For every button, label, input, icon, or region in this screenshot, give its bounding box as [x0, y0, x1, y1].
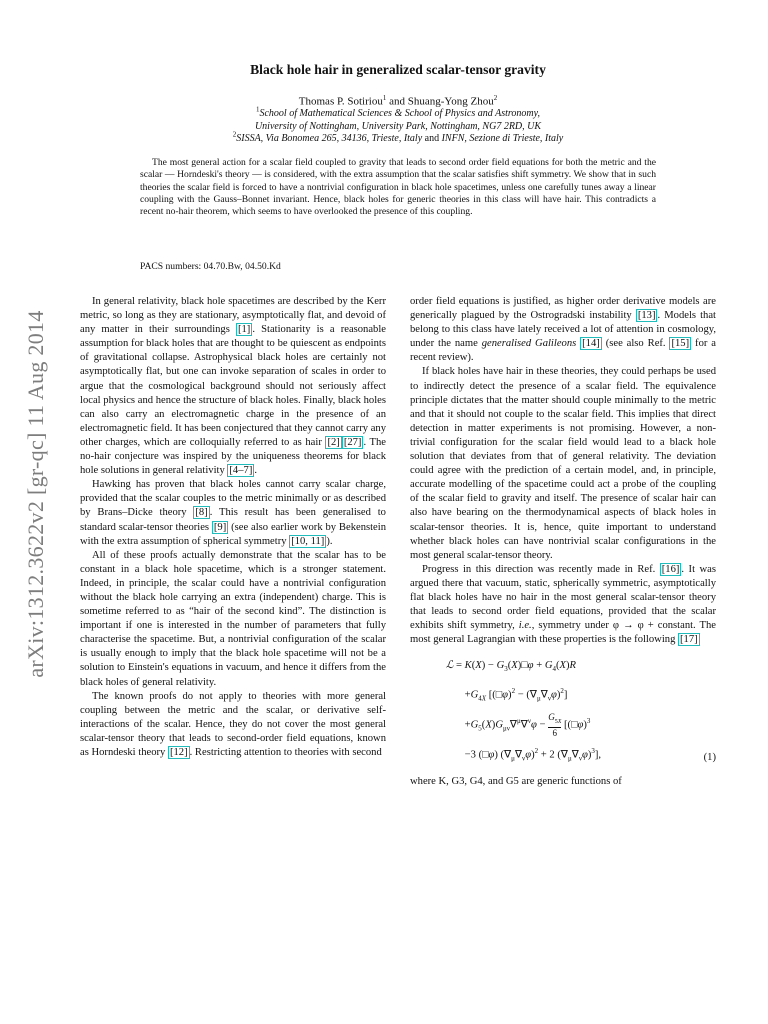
citation-link[interactable]: [9] — [213, 521, 227, 533]
paragraph: Hawking has proven that black holes cannot carry scalar charge, provided that the scalar couples to the metric minimally or as described by Brans–Dicke theory [8] . This result has been generalised to standard scalar-tensor theories [9] (see also earlier work by Bekenstein with the extra assumption of spherical symmetry [10, 11] ). — [80, 479, 387, 547]
paragraph: In general relativity, black hole spacetimes are described by the Kerr metric, so long as they are stationary, asymptotically flat, and devoid of any matter in their surroundings [1] . Stationarity is a reasonable assumption for black holes that are thought to be quiescent as endpoints of gravitational collapse. Astrophysical black holes are certainly not asymptotically flat, but one can invoke separation of scales in order to argue that the cosmological background should not seriously affect local physics and hence the structure of black holes. Finally, black holes can also carry an electromagnetic charge in the presence of an electromagnetic field. It has been conjectured that they cannot carry any other charges, which are colloquially referred to as hair [2] [27] . The no-hair conjecture was inspired by the uniqueness theorems for black hole solutions in general relativity [4–7] . — [80, 296, 387, 477]
citation-link[interactable]: [1] — [237, 324, 251, 336]
citation-link[interactable]: [2] — [327, 436, 340, 448]
left-column — [80, 295, 386, 760]
paragraph: Progress in this direction was recently made in Ref. [16] . It was argued there that vacuum, static, spherically symmetric, asymptotically flat black holes have no hair in the most general scalar-tensor theory that leads to second order field equations, provided that the scalar exhibits shift symmetry, i.e., symmetry under φ → φ + constant. The most general Lagrangian with these properties is the following [17] — [410, 563, 717, 646]
author-1: Thomas P. Sotiriou — [298, 95, 383, 108]
affil-2-a: SISSA, Via Bonomea 265, 34136, Trieste, Italy — [236, 133, 423, 144]
paragraph: If black holes have hair in these theories, they could perhaps be used to indirectly detect the presence of a scalar field. The equivalence principle dictates that the matter should couple minimally to the metric and that it should not couple to the scalar field. This implies that direct detection in matter experiments is not promising. However, a non-trivial configuration for the scalar field would lead to a black hole solution that deviates from that of general relativity. The deviation could agree with the prediction of a certain model, and, in principle, accurate modelling of the spacetime could act a probe of the coupling of the scalar field to gravity and itself. The presence of scalar hair can also have bearing on the thermodynamical aspects of black holes in scalar-tensor theories. It is, hence, quite important to understand whether black holes can have nontrivial scalar configurations in the most general scalar-tensor theory. — [410, 366, 716, 561]
citation-link[interactable]: [12] — [169, 747, 188, 758]
citation-link[interactable]: [16] — [661, 563, 680, 575]
arxiv-stamp-text: arXiv:1312.3622v2 [gr-qc] 11 Aug 2014 — [23, 310, 48, 678]
author-list — [100, 94, 696, 108]
citation-link[interactable]: [27] — [343, 436, 362, 448]
affil-1-mark: 1 — [255, 105, 260, 114]
citation-link[interactable]: [14] — [582, 338, 600, 350]
equation-1: ℒ = $K(X) - G_3(X)□\varphi + G_4(X)R$ $+G_{4X}$ [(□φ)$^2$ − $(\nabla_\mu\nabla_\nu\varphi)^2$] $+G_5(X)G_{\mu\nu}\nabla^\mu\nabla^\nu\varphi$ − $\frac{G_{5X}}{6}$ [(□φ)$^3$ −3 (□φ) $(\nabla_\mu\nabla_\nu\varphi)^2 + 2$ $(\nabla_\mu\nabla_\nu\varphi)^3$], (1) — [410, 655, 716, 769]
author-and: and — [389, 95, 405, 108]
affil-2-mark: 2 — [232, 130, 237, 139]
paper-title: Black hole hair in generalized scalar-tensor gravity — [250, 62, 546, 77]
citation-link[interactable]: [10, 11] — [291, 535, 325, 547]
paragraph: order field equations is justified, as higher order derivative models are generically plagued by the Ostrogradski instability [13] . Models that belong to this class have lately received a lot of attention in cosmology, under the name generalised Galileons [14] (see also Ref. [15] for a recent review). — [410, 296, 716, 364]
affil-1-line: School of Mathematical Sciences & School of Physics and Astronomy, — [259, 108, 540, 119]
citation-link[interactable]: [17] — [680, 634, 698, 646]
citation-link[interactable]: [4–7] — [229, 465, 253, 477]
paragraph: All of these proofs actually demonstrate that the scalar has to be constant in a black hole spacetime, which is a stronger statement. Indeed, in principle, the scalar could have a nontrivial configuration without the black hole carrying an extra (independent) charge. This is sometime referred to as “hair of the second kind”. The distinction is important if one is interested in the number of parameters that fully characterise the spacetime. But, a nontrivial configuration of the scalar is usually enough to imply that the black hole spacetime will not be a solution to Einstein's equations in vacuum, and hence it differs from the black holes of general relativity. — [80, 549, 386, 688]
author-1-mark: 1 — [382, 94, 387, 102]
pacs-numbers: PACS numbers: 04.70.Bw, 04.50.Kd — [140, 261, 281, 272]
affiliations — [100, 105, 696, 146]
affil-2-b: INFN, Sezione di Trieste, Italy — [441, 133, 564, 144]
author-2: Shuang-Yong Zhou — [407, 95, 494, 108]
abstract: The most general action for a scalar field coupled to gravity that leads to second order field equations for both the metric and the scalar — Horndeski's theory — is considered, with the extra assumption that the scalar satisfies shift symmetry. We show that in such theories the scalar field is forced to have a nontrivial configuration in black hole spacetimes, unless one carefully tunes away a linear coupling with the Gauss–Bonnet invariant. Hence, black holes for generic theories in this class will have hair. This contradicts a recent no-hair theorem, which seems to have overlooked the presence of this coupling. — [140, 157, 656, 218]
paragraph: The known proofs do not apply to theories with more general coupling between the metric and the scalar, or derivative self-interactions of the scalar. Hence, they do not cover the most general scalar-tensor theory that leads to second-order field equations, known as Horndeski theory [12] . Restricting attention to theories with second — [80, 690, 386, 758]
equation-number: (1) — [703, 752, 716, 764]
right-column — [410, 295, 716, 789]
affil-1-line-2: University of Nottingham, University Park, Nottingham, NG7 2RD, UK — [254, 120, 542, 132]
paragraph: where K, G3, G4, and G5 are generic functions of — [410, 776, 622, 788]
citation-link[interactable]: [15] — [671, 338, 690, 350]
affil-2-and: and — [424, 133, 440, 144]
arxiv-stamp — [18, 296, 54, 692]
citation-link[interactable]: [13] — [637, 310, 656, 322]
author-2-mark: 2 — [493, 94, 498, 102]
citation-link[interactable]: [8] — [195, 507, 208, 519]
